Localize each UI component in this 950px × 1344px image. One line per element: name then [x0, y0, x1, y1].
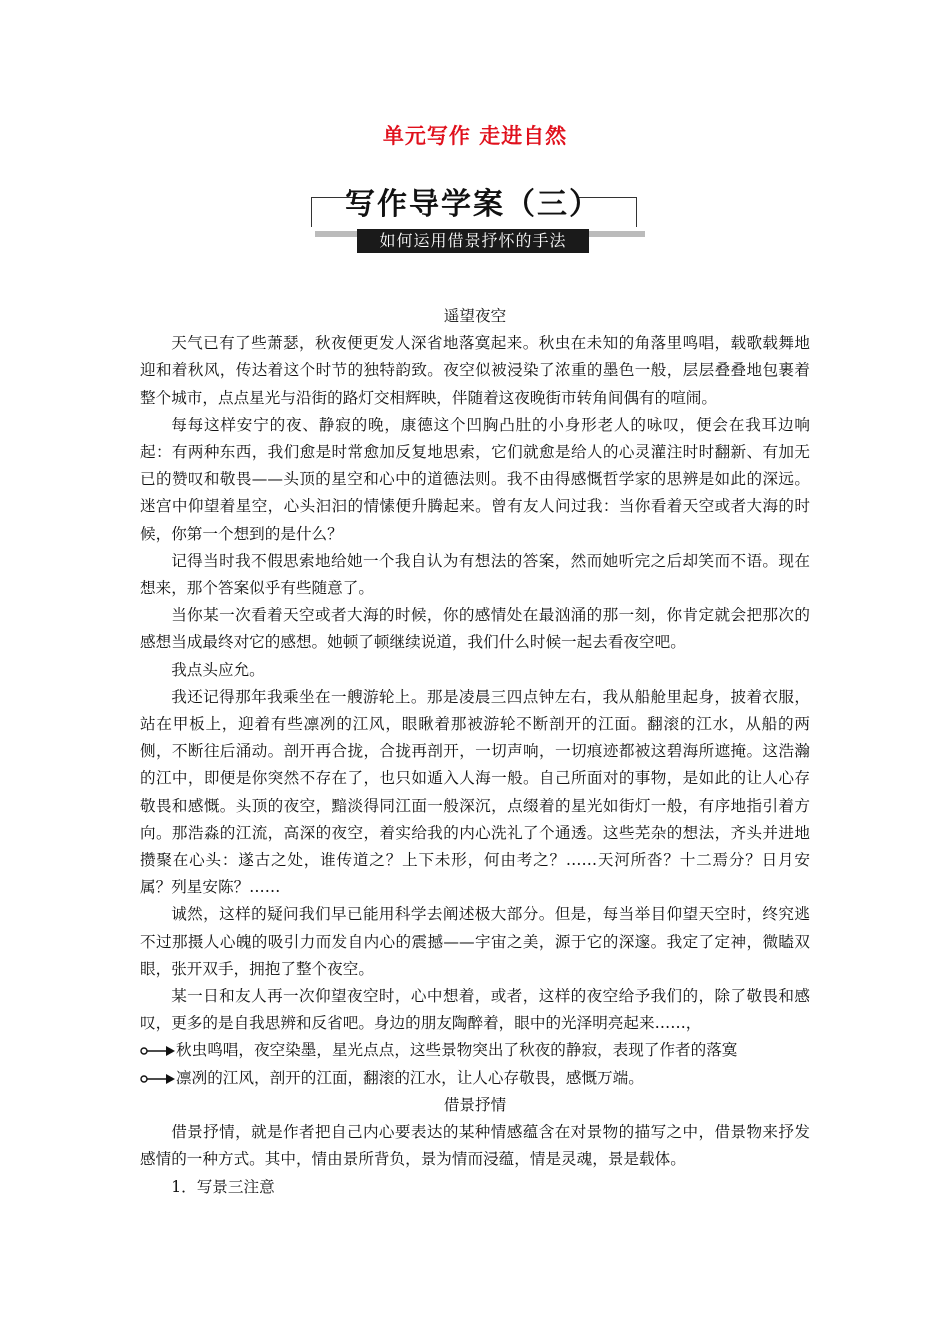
section-paragraph: 借景抒情，就是作者把自己内心要表达的某种情感蕴含在对景物的描写之中，借景物来抒发感情的一种方式。其中，情由景所背负，景为情而浸蕴，情是灵魂，景是载体。 [140, 1123, 810, 1169]
essay-paragraph: 我还记得那年我乘坐在一艘游轮上。那是凌晨三四点钟左右，我从船舱里起身，披着衣服，站在甲板上，迎着有些凛冽的江风，眼瞅着那被游轮不断剖开的江面。翻滚的江水，从船的两侧，不断往后涌动。剖开再合拢，合拢再剖开，一切声响，一切痕迹都被这碧海所遮掩。这浩瀚的江中，即便是你突然不存在了，也只如遁入人海一般。自己所面对的事物，是如此的让人心存敬畏和感慨。头顶的夜空，黯淡得同江面一般深沉，点缀着的星光如街灯一般，有序地指引着方向。那浩淼的江流，高深的夜空，着实给我的内心洗礼了个通透。这些芜杂的想法，齐头并进地攒聚在心头：遂古之处，谁传道之？上下未形，何由考之？……天河所沓？十二焉分？日月安属？列星安陈？…… [140, 687, 810, 897]
essay-paragraph: 诚然，这样的疑问我们早已能用科学去阐述极大部分。但是，每当举目仰望天空时，终究逃不过那摄人心魄的吸引力而发自内心的震撼——宇宙之美，源于它的深邃。我定了定神，微瞌双眼，张开双手，拥抱了整个夜空。 [140, 905, 810, 978]
banner-title: 写作导学案（三） [345, 187, 601, 222]
essay-paragraph: 某一日和友人再一次仰望夜空时，心中想着，或者，这样的夜空给予我们的，除了敬畏和感叹，更多的是自我思辨和反省吧。身边的朋友陶醉着，眼中的光泽明亮起来……， [140, 987, 810, 1033]
annotation-text: 秋虫鸣唱，夜空染墨，星光点点，这些景物突出了秋夜的静寂，表现了作者的落寞 [176, 1041, 738, 1060]
unit-title: 单元写作 走进自然 [382, 124, 568, 148]
essay-paragraph: 天气已有了些萧瑟，秋夜便更发人深省地落寞起来。秋虫在未知的角落里鸣唱，载歌载舞地迎和着秋风，传达着这个时节的独特韵致。夜空似被浸染了浓重的墨色一般，层层叠叠地包裹着整个城市，点点星光与沿街的路灯交相辉映，伴随着这夜晚街市转角间偶有的喧闹。 [140, 334, 810, 407]
essay-paragraph: 记得当时我不假思索地给她一个我自认为有想法的答案，然而她听完之后却笑而不语。现在想来，那个答案似乎有些随意了。 [140, 551, 810, 598]
banner-subtitle: 如何运用借景抒怀的手法 [357, 229, 589, 253]
essay-title: 遥望夜空 [443, 307, 507, 325]
arrow-pointer-icon [140, 1065, 176, 1092]
essay-paragraph: 我点头应允。 [171, 660, 265, 679]
essay-paragraph: 每每这样安宁的夜、静寂的晚，康德这个凹胸凸肚的小身形老人的咏叹，便会在我耳边响起：有两种东西，我们愈是时常愈加反复地思索，它们就愈是给人的心灵灌注时时翻新、有加无已的赞叹和敬畏——头顶的星空和心中的道德法则。我不由得感慨哲学家的思辨是如此的深远。迷宫中仰望着星空，心头汩汩的情愫便升腾起来。曾有友人问过我：当你看着天空或者大海的时候，你第一个想到的是什么？ [140, 415, 810, 543]
annotation-note [140, 1065, 810, 1092]
annotation-text: 凛冽的江风，剖开的江面，翻滚的江水，让人心存敬畏，感慨万端。 [176, 1068, 644, 1087]
essay-paragraph: 当你某一次看着天空或者大海的时候，你的感情处在最汹涌的那一刻，你肯定就会把那次的感想当成最终对它的感想。她顿了顿继续说道，我们什么时候一起去看夜空吧。 [140, 606, 810, 652]
list-item: 1．写景三注意 [171, 1177, 275, 1196]
annotation-note [140, 1037, 810, 1064]
document-body [140, 303, 810, 1201]
section-title: 借景抒情 [443, 1095, 507, 1114]
arrow-pointer-icon [140, 1037, 176, 1064]
banner [303, 177, 643, 253]
